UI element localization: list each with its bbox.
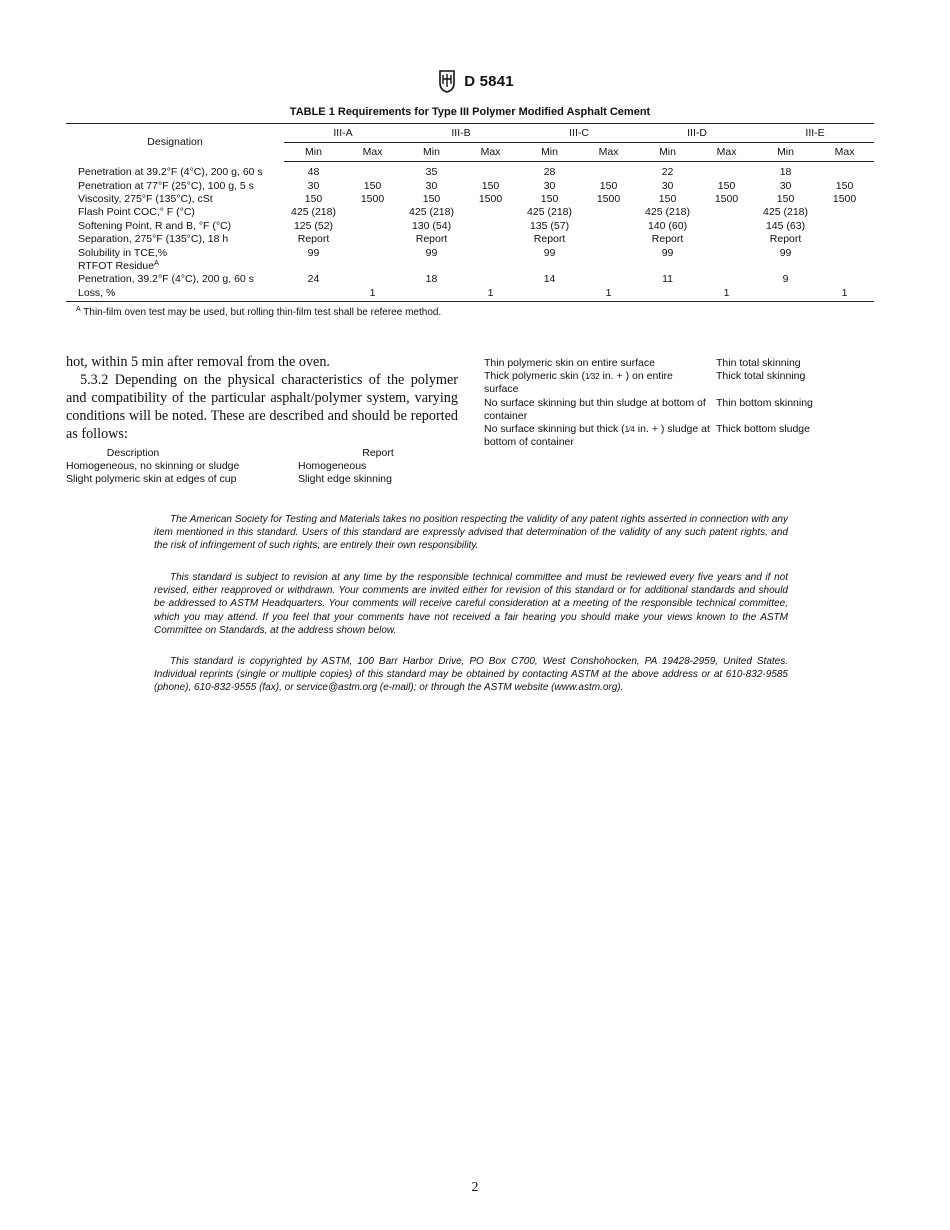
table-cell: 125 (52) bbox=[293, 219, 334, 232]
table-cell: 150 bbox=[422, 192, 441, 205]
table-cell bbox=[402, 260, 461, 273]
report-table-right bbox=[484, 357, 884, 449]
report-value: Thick total skinning bbox=[716, 370, 806, 383]
report-row bbox=[66, 473, 458, 486]
table-cell: 14 bbox=[543, 273, 556, 286]
table-cell: 425 (218) bbox=[763, 206, 808, 219]
table-cell bbox=[579, 246, 638, 259]
max-header: Max bbox=[815, 143, 874, 162]
table-cell: 150 bbox=[481, 179, 500, 192]
table-cell: 425 (218) bbox=[645, 206, 690, 219]
table-cell bbox=[579, 162, 638, 180]
table-cell bbox=[343, 206, 402, 219]
description-header: Description bbox=[106, 447, 160, 459]
table-cell bbox=[638, 287, 697, 302]
min-header: Min bbox=[402, 143, 461, 162]
table-row bbox=[66, 220, 874, 233]
table-cell: 150 bbox=[599, 179, 618, 192]
table-footnote bbox=[76, 307, 441, 318]
table-row bbox=[66, 206, 874, 219]
table-cell bbox=[402, 287, 461, 302]
table-cell: 99 bbox=[307, 246, 320, 259]
table-cell bbox=[343, 246, 402, 259]
table-cell: 28 bbox=[543, 166, 556, 179]
table-cell bbox=[520, 260, 579, 273]
report-description: No surface skinning but thin sludge at bottom of container bbox=[484, 396, 706, 422]
table-cell: 425 (218) bbox=[527, 206, 572, 219]
row-label: Softening Point, R and B, °F (°C) bbox=[78, 219, 232, 232]
group-header: III-C bbox=[520, 124, 638, 143]
table-cell: 1500 bbox=[360, 192, 385, 205]
table-cell: 1500 bbox=[832, 192, 857, 205]
min-header: Min bbox=[756, 143, 815, 162]
table-cell: 1 bbox=[461, 287, 520, 302]
table-cell bbox=[579, 273, 638, 286]
table-cell bbox=[756, 287, 815, 302]
group-header: III-B bbox=[402, 124, 520, 143]
row-label: Penetration, 39.2°F (4°C), 200 g, 60 s bbox=[78, 273, 254, 286]
table-cell bbox=[756, 260, 815, 273]
table-cell bbox=[343, 273, 402, 286]
table-cell bbox=[461, 260, 520, 273]
astm-logo-icon bbox=[436, 69, 458, 93]
table-cell: 48 bbox=[307, 166, 320, 179]
table-cell bbox=[638, 260, 697, 273]
group-header: III-D bbox=[638, 124, 756, 143]
table-cell: 30 bbox=[425, 179, 438, 192]
report-row bbox=[484, 370, 884, 396]
footnote-marker: A bbox=[76, 306, 81, 313]
table-cell: 140 (60) bbox=[647, 219, 688, 232]
table-cell bbox=[697, 233, 756, 246]
min-header: Min bbox=[284, 143, 343, 162]
table-cell bbox=[697, 260, 756, 273]
table-cell bbox=[579, 220, 638, 233]
table-cell: 1500 bbox=[714, 192, 739, 205]
row-label: Penetration at 77°F (25°C), 100 g, 5 s bbox=[78, 179, 254, 192]
table-row bbox=[66, 179, 874, 192]
table-row bbox=[66, 193, 874, 206]
patent-notice: The American Society for Testing and Materials takes no position respecting the validity of any patent rights asserted in connection with any item mentioned in this standard. Users of this standard are expressly advised that determination of the validity of any such patent rights, and the risk of infringement of such rights, are entirely their own responsibility. bbox=[154, 514, 788, 552]
table-cell bbox=[343, 220, 402, 233]
table-cell: 99 bbox=[661, 246, 674, 259]
max-header: Max bbox=[461, 143, 520, 162]
row-label: Viscosity, 275°F (135°C), cSt bbox=[78, 192, 213, 205]
table-cell: 18 bbox=[425, 273, 438, 286]
table-row bbox=[66, 233, 874, 246]
table-cell: 1500 bbox=[478, 192, 503, 205]
report-value: Thin total skinning bbox=[716, 357, 801, 369]
report-value: Slight edge skinning bbox=[298, 473, 392, 486]
table-caption: TABLE 1 Requirements for Type III Polymer Modified Asphalt Cement bbox=[289, 106, 651, 118]
table-cell: 145 (63) bbox=[765, 219, 806, 232]
table-cell: 11 bbox=[662, 273, 673, 286]
copyright-notice: This standard is copyrighted by ASTM, 100 Barr Harbor Drive, PO Box C700, West Conshohocken, PA 19428-2959, United States. Individual reprints (single or multiple copies) of this standard may be obtained by contacting ASTM at the above address or at 610-832-9585 (phone), 610-832-9555 (fax), or service@astm.org (e-mail); or through the ASTM website (www.astm.org). bbox=[154, 656, 788, 694]
table-cell: 9 bbox=[782, 273, 789, 286]
requirements-table-body bbox=[66, 162, 874, 302]
group-header: III-E bbox=[756, 124, 874, 143]
table-cell: 24 bbox=[307, 273, 320, 286]
paragraph-5-3-2: 5.3.2 Depending on the physical characteristics of the polymer and compatibility of the particular asphalt/polymer system, varying conditions will be noted. These are described and should be reported as follows: bbox=[66, 372, 458, 442]
report-description: Homogeneous, no skinning or sludge bbox=[66, 460, 240, 473]
group-header: III-A bbox=[284, 124, 402, 143]
table-row bbox=[66, 162, 874, 180]
table-cell bbox=[815, 233, 874, 246]
row-label: Loss, % bbox=[66, 287, 284, 302]
table-cell bbox=[461, 246, 520, 259]
report-table-left bbox=[66, 447, 458, 487]
report-value: Thick bottom sludge bbox=[716, 423, 810, 436]
page-header bbox=[0, 68, 950, 94]
table-cell bbox=[579, 206, 638, 219]
report-description: Slight polymeric skin at edges of cup bbox=[66, 473, 237, 486]
paragraph-continued: hot, within 5 min after removal from the oven. bbox=[66, 354, 330, 370]
table-row bbox=[66, 273, 874, 286]
table-cell bbox=[461, 273, 520, 286]
table-cell: 150 bbox=[835, 179, 854, 192]
table-cell: 150 bbox=[540, 192, 559, 205]
table-cell: 99 bbox=[543, 246, 556, 259]
row-label: Flash Point COC,° F (°C) bbox=[78, 206, 195, 219]
table-cell: 1 bbox=[343, 287, 402, 302]
table-cell: Report bbox=[651, 233, 684, 246]
table-cell bbox=[343, 260, 402, 273]
report-value: Thin bottom skinning bbox=[716, 396, 813, 409]
row-label: Separation, 275°F (135°C), 18 h bbox=[78, 233, 229, 246]
table-cell: Report bbox=[769, 233, 802, 246]
table-cell: 30 bbox=[543, 179, 556, 192]
table-row bbox=[66, 246, 874, 259]
table-cell: 425 (218) bbox=[291, 206, 336, 219]
table-cell: 150 bbox=[304, 192, 323, 205]
table-cell bbox=[520, 287, 579, 302]
table-cell bbox=[284, 287, 343, 302]
table-cell bbox=[284, 260, 343, 273]
table-cell: 150 bbox=[363, 179, 382, 192]
designation-header: Designation bbox=[66, 124, 284, 162]
report-row bbox=[484, 357, 884, 370]
report-value: Homogeneous bbox=[298, 460, 367, 473]
requirements-table bbox=[66, 123, 874, 302]
table-cell bbox=[697, 273, 756, 286]
max-header: Max bbox=[697, 143, 756, 162]
table-cell bbox=[461, 220, 520, 233]
table-cell bbox=[697, 220, 756, 233]
table-cell bbox=[579, 233, 638, 246]
table-cell bbox=[579, 260, 638, 273]
table-cell bbox=[461, 233, 520, 246]
max-header: Max bbox=[343, 143, 402, 162]
report-table-continued bbox=[484, 357, 884, 449]
table-cell: 1500 bbox=[596, 192, 621, 205]
table-cell: 22 bbox=[661, 166, 674, 179]
revision-notice: This standard is subject to revision at any time by the responsible technical committee and must be reviewed every five years and if not revised, either reapproved or withdrawn. Your comments are invited either for revision of this standard or for additional standards and should be addressed to ASTM Headquarters. Your comments will receive careful consideration at a meeting of the responsible technical committee, which you may attend. If you feel that your comments have not received a fair hearing you should make your views known to the ASTM Committee on Standards, at the address shown below. bbox=[154, 572, 788, 636]
table-cell bbox=[697, 246, 756, 259]
table-cell: 135 (57) bbox=[529, 219, 570, 232]
table-cell: 99 bbox=[425, 246, 438, 259]
table-cell bbox=[815, 220, 874, 233]
page-number: 2 bbox=[471, 1180, 479, 1195]
report-row bbox=[484, 423, 884, 449]
table-cell: 30 bbox=[307, 179, 320, 192]
body-text bbox=[66, 353, 458, 443]
footnote-text: Thin-film oven test may be used, but rolling thin-film test shall be referee method. bbox=[80, 307, 442, 318]
table-cell: Report bbox=[415, 233, 448, 246]
row-label: Penetration at 39.2°F (4°C), 200 g, 60 s bbox=[78, 165, 263, 178]
table-cell: 1 bbox=[697, 287, 756, 302]
table-cell bbox=[697, 206, 756, 219]
report-description: Thin polymeric skin on entire surface bbox=[484, 357, 655, 369]
min-header: Min bbox=[638, 143, 697, 162]
table-cell bbox=[461, 162, 520, 180]
report-table bbox=[66, 447, 458, 487]
table-cell: 99 bbox=[779, 246, 792, 259]
table-cell bbox=[343, 162, 402, 180]
table-cell: 425 (218) bbox=[409, 206, 454, 219]
table-cell: 35 bbox=[425, 166, 438, 179]
table-cell: 18 bbox=[779, 166, 792, 179]
table-cell bbox=[815, 273, 874, 286]
table-cell: 30 bbox=[661, 179, 674, 192]
report-row bbox=[484, 397, 884, 423]
table-cell: 1 bbox=[579, 287, 638, 302]
table-cell: 1 bbox=[815, 287, 874, 302]
report-description: No surface skinning but thick (1⁄4 in. + ) sludge at bottom of container bbox=[484, 423, 710, 449]
table-cell bbox=[815, 260, 874, 273]
table-cell: Report bbox=[297, 233, 330, 246]
table-cell: 150 bbox=[658, 192, 677, 205]
row-label: Solubility in TCE,% bbox=[78, 246, 168, 259]
table-cell bbox=[461, 206, 520, 219]
table-cell bbox=[343, 233, 402, 246]
designation-code: D 5841 bbox=[464, 72, 514, 90]
row-label-footnote-marker: A bbox=[154, 259, 159, 267]
report-row bbox=[66, 460, 458, 473]
table-cell bbox=[815, 246, 874, 259]
table-cell: 130 (54) bbox=[411, 219, 452, 232]
table-cell: 30 bbox=[779, 179, 792, 192]
table-cell: 150 bbox=[776, 192, 795, 205]
row-label: RTFOT Residue$^A$ bbox=[78, 259, 159, 272]
table-cell bbox=[815, 206, 874, 219]
table-row bbox=[66, 287, 874, 302]
report-header: Report bbox=[362, 447, 394, 459]
table-cell bbox=[697, 162, 756, 180]
min-header: Min bbox=[520, 143, 579, 162]
max-header: Max bbox=[579, 143, 638, 162]
report-description: Thick polymeric skin (1⁄32 in. + ) on entire surface bbox=[484, 370, 673, 396]
table-cell: 150 bbox=[717, 179, 736, 192]
table-cell bbox=[815, 162, 874, 180]
table-cell: Report bbox=[533, 233, 566, 246]
table-row bbox=[66, 260, 874, 273]
